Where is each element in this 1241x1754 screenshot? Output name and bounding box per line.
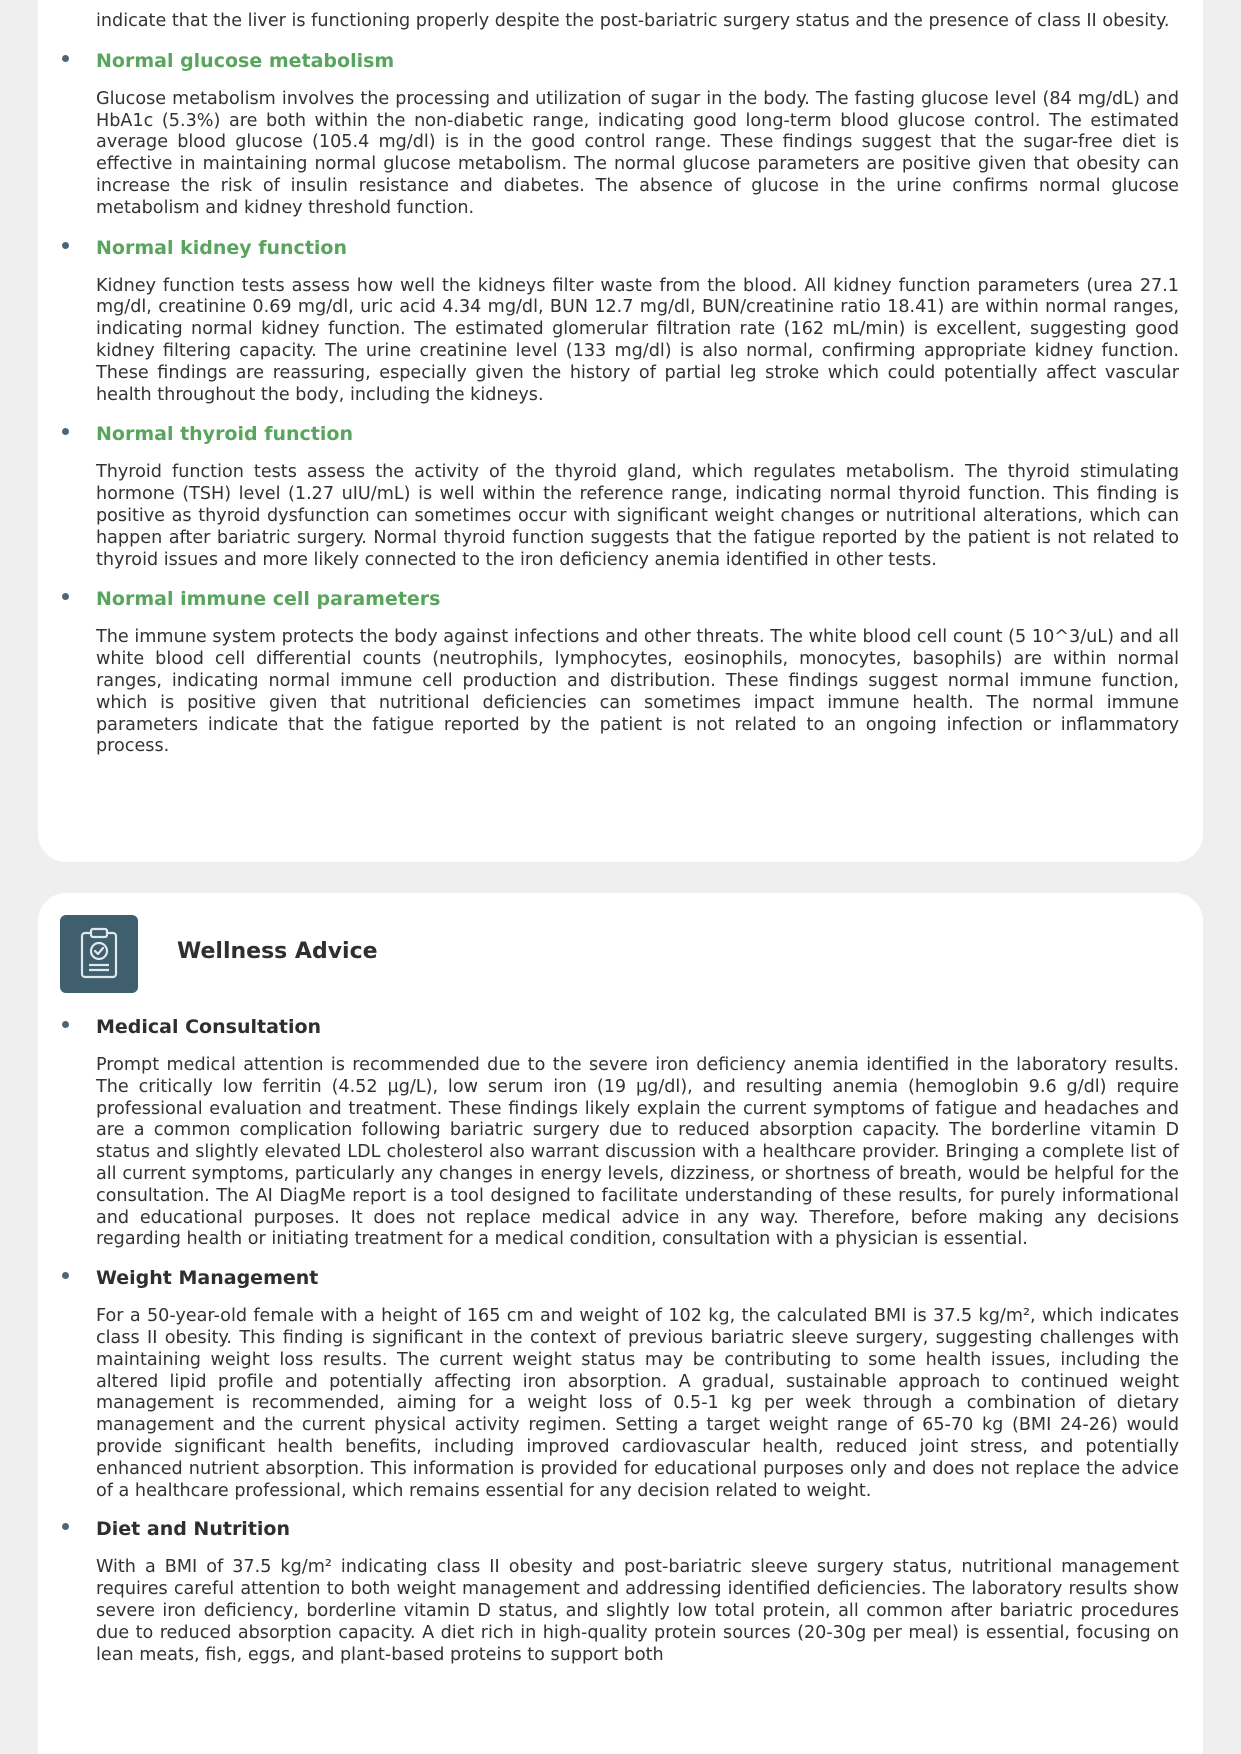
finding-text: The immune system protects the body against infections and other threats. The white blood cell count (5 10^3/uL) and all white blood cell differential counts (neutrophils, lymphocytes, eosinophils, monocytes, basophils) are within normal ranges, indicating normal immune cell production and distribution. These findings suggest normal immune function, which is positive given that nutritional deficiencies can sometimes impact immune health. The normal immune parameters indicate that the fatigue reported by the patient is not related to an ongoing infection or inflammatory process. xyxy=(96,627,1179,757)
finding-text: Kidney function tests assess how well the kidneys filter waste from the blood. All kidney function parameters (urea 27.1 mg/dl, creatinine 0.69 mg/dl, uric acid 4.34 mg/dl, BUN 12.7 mg/dl, BUN/creatinine ratio 18.41) are within normal ranges, indicating normal kidney function. The estimated glomerular filtration rate (162 mL/min) is excellent, suggesting good kidney filtering capacity. The urine creatinine level (133 mg/dl) is also normal, confirming appropriate kidney function. These findings are reassuring, especially given the history of partial leg stroke which could potentially affect vascular health throughout the body, including the kidneys. xyxy=(96,275,1179,405)
finding-text: Glucose metabolism involves the processing and utilization of sugar in the body. The fasting glucose level (84 mg/dL) and HbA1c (5.3%) are both within the non-diabetic range, indicating good long-term blood glucose control. The estimated average blood glucose (105.4 mg/dl) is in the good control range. These findings suggest that the sugar-free diet is effective in maintaining normal glucose metabolism. The normal glucose parameters are positive given that obesity can increase the risk of insulin resistance and diabetes. The absence of glucose in the urine confirms normal glucose metabolism and kidney threshold function. xyxy=(96,88,1179,218)
bullet-icon xyxy=(62,242,69,249)
bullet-icon xyxy=(62,1272,69,1279)
list-item xyxy=(38,1517,1203,1666)
section-title: Wellness Advice xyxy=(177,939,378,964)
finding-text: Thyroid function tests assess the activity of the thyroid gland, which regulates metabolism. The thyroid stimulating hormone (TSH) level (1.27 uIU/mL) is well within the reference range, indicating normal thyroid function. This finding is positive as thyroid dysfunction can sometimes occur with significant weight changes or nutritional alterations, which can happen after bariatric surgery. Normal thyroid function suggests that the fatigue reported by the patient is not related to thyroid issues and more likely connected to the iron deficiency anemia identified in other tests. xyxy=(96,462,1179,570)
advice-title: Diet and Nutrition xyxy=(96,1518,290,1541)
finding-title: Normal thyroid function xyxy=(96,423,353,446)
finding-title: Normal glucose metabolism xyxy=(96,49,395,72)
list-item xyxy=(38,49,1203,220)
wellness-advice-card xyxy=(38,893,1203,1754)
clipboard-check-icon xyxy=(60,915,138,993)
advice-title: Weight Management xyxy=(96,1267,319,1290)
finding-title: Normal kidney function xyxy=(96,236,347,259)
bullet-icon xyxy=(62,428,69,435)
bullet-icon xyxy=(62,55,69,62)
bullet-icon xyxy=(62,1523,69,1530)
list-item xyxy=(38,422,1203,571)
bullet-icon xyxy=(62,1021,69,1028)
advice-text: Prompt medical attention is recommended due to the severe iron deficiency anemia identified in the laboratory results. The critically low ferritin (4.52 µg/L), low serum iron (19 µg/dl), and resulting anemia (hemoglobin 9.6 g/dl) require professional evaluation and treatment. These findings likely explain the current symptoms of fatigue and headaches and are a common complication following bariatric surgery due to reduced absorption capacity. The borderline vitamin D status and slightly elevated LDL cholesterol also warrant discussion with a healthcare provider. Bringing a complete list of all current symptoms, particularly any changes in energy levels, dizziness, or shortness of breath, would be helpful for the consultation. The AI DiagMe report is a tool designed to facilitate understanding of these results, for purely informational and educational purposes. It does not replace medical advice in any way. Therefore, before making any decisions regarding health or initiating treatment for a medical condition, consultation with a physician is essential. xyxy=(96,1055,1179,1250)
bullet-icon xyxy=(62,593,69,600)
continued-paragraph: indicate that the liver is functioning properly despite the post-bariatric surgery status and the presence of class II obesity. xyxy=(96,11,1170,31)
list-item xyxy=(38,236,1203,407)
section-header xyxy=(60,915,1203,995)
list-item xyxy=(38,1266,1203,1502)
findings-card xyxy=(38,0,1203,862)
list-item xyxy=(38,1015,1203,1251)
advice-text: With a BMI of 37.5 kg/m² indicating class II obesity and post-bariatric sleeve surgery status, nutritional management requires careful attention to both weight management and addressing identified deficiencies. The laboratory results show severe iron deficiency, borderline vitamin D status, and slightly low total protein, all common after bariatric procedures due to reduced absorption capacity. A diet rich in high-quality protein sources (20-30g per meal) is essential, focusing on lean meats, fish, eggs, and plant-based proteins to support both xyxy=(96,1557,1179,1665)
list-item xyxy=(38,587,1203,758)
advice-text: For a 50-year-old female with a height of 165 cm and weight of 102 kg, the calculated BMI is 37.5 kg/m², which indicates class II obesity. This finding is significant in the context of previous bariatric sleeve surgery, suggesting challenges with maintaining weight loss results. The current weight status may be contributing to some health issues, including the altered lipid profile and potentially affecting iron absorption. A gradual, sustainable approach to continued weight management is recommended, aiming for a weight loss of 0.5-1 kg per week through a combination of dietary management and the current physical activity regimen. Setting a target weight range of 65-70 kg (BMI 24-26) would provide significant health benefits, including improved cardiovascular health, reduced joint stress, and potentially enhanced nutrient absorption. This information is provided for educational purposes only and does not replace the advice of a healthcare professional, which remains essential for any decision related to weight. xyxy=(96,1306,1179,1501)
advice-title: Medical Consultation xyxy=(96,1016,322,1038)
finding-title: Normal immune cell parameters xyxy=(96,588,441,611)
